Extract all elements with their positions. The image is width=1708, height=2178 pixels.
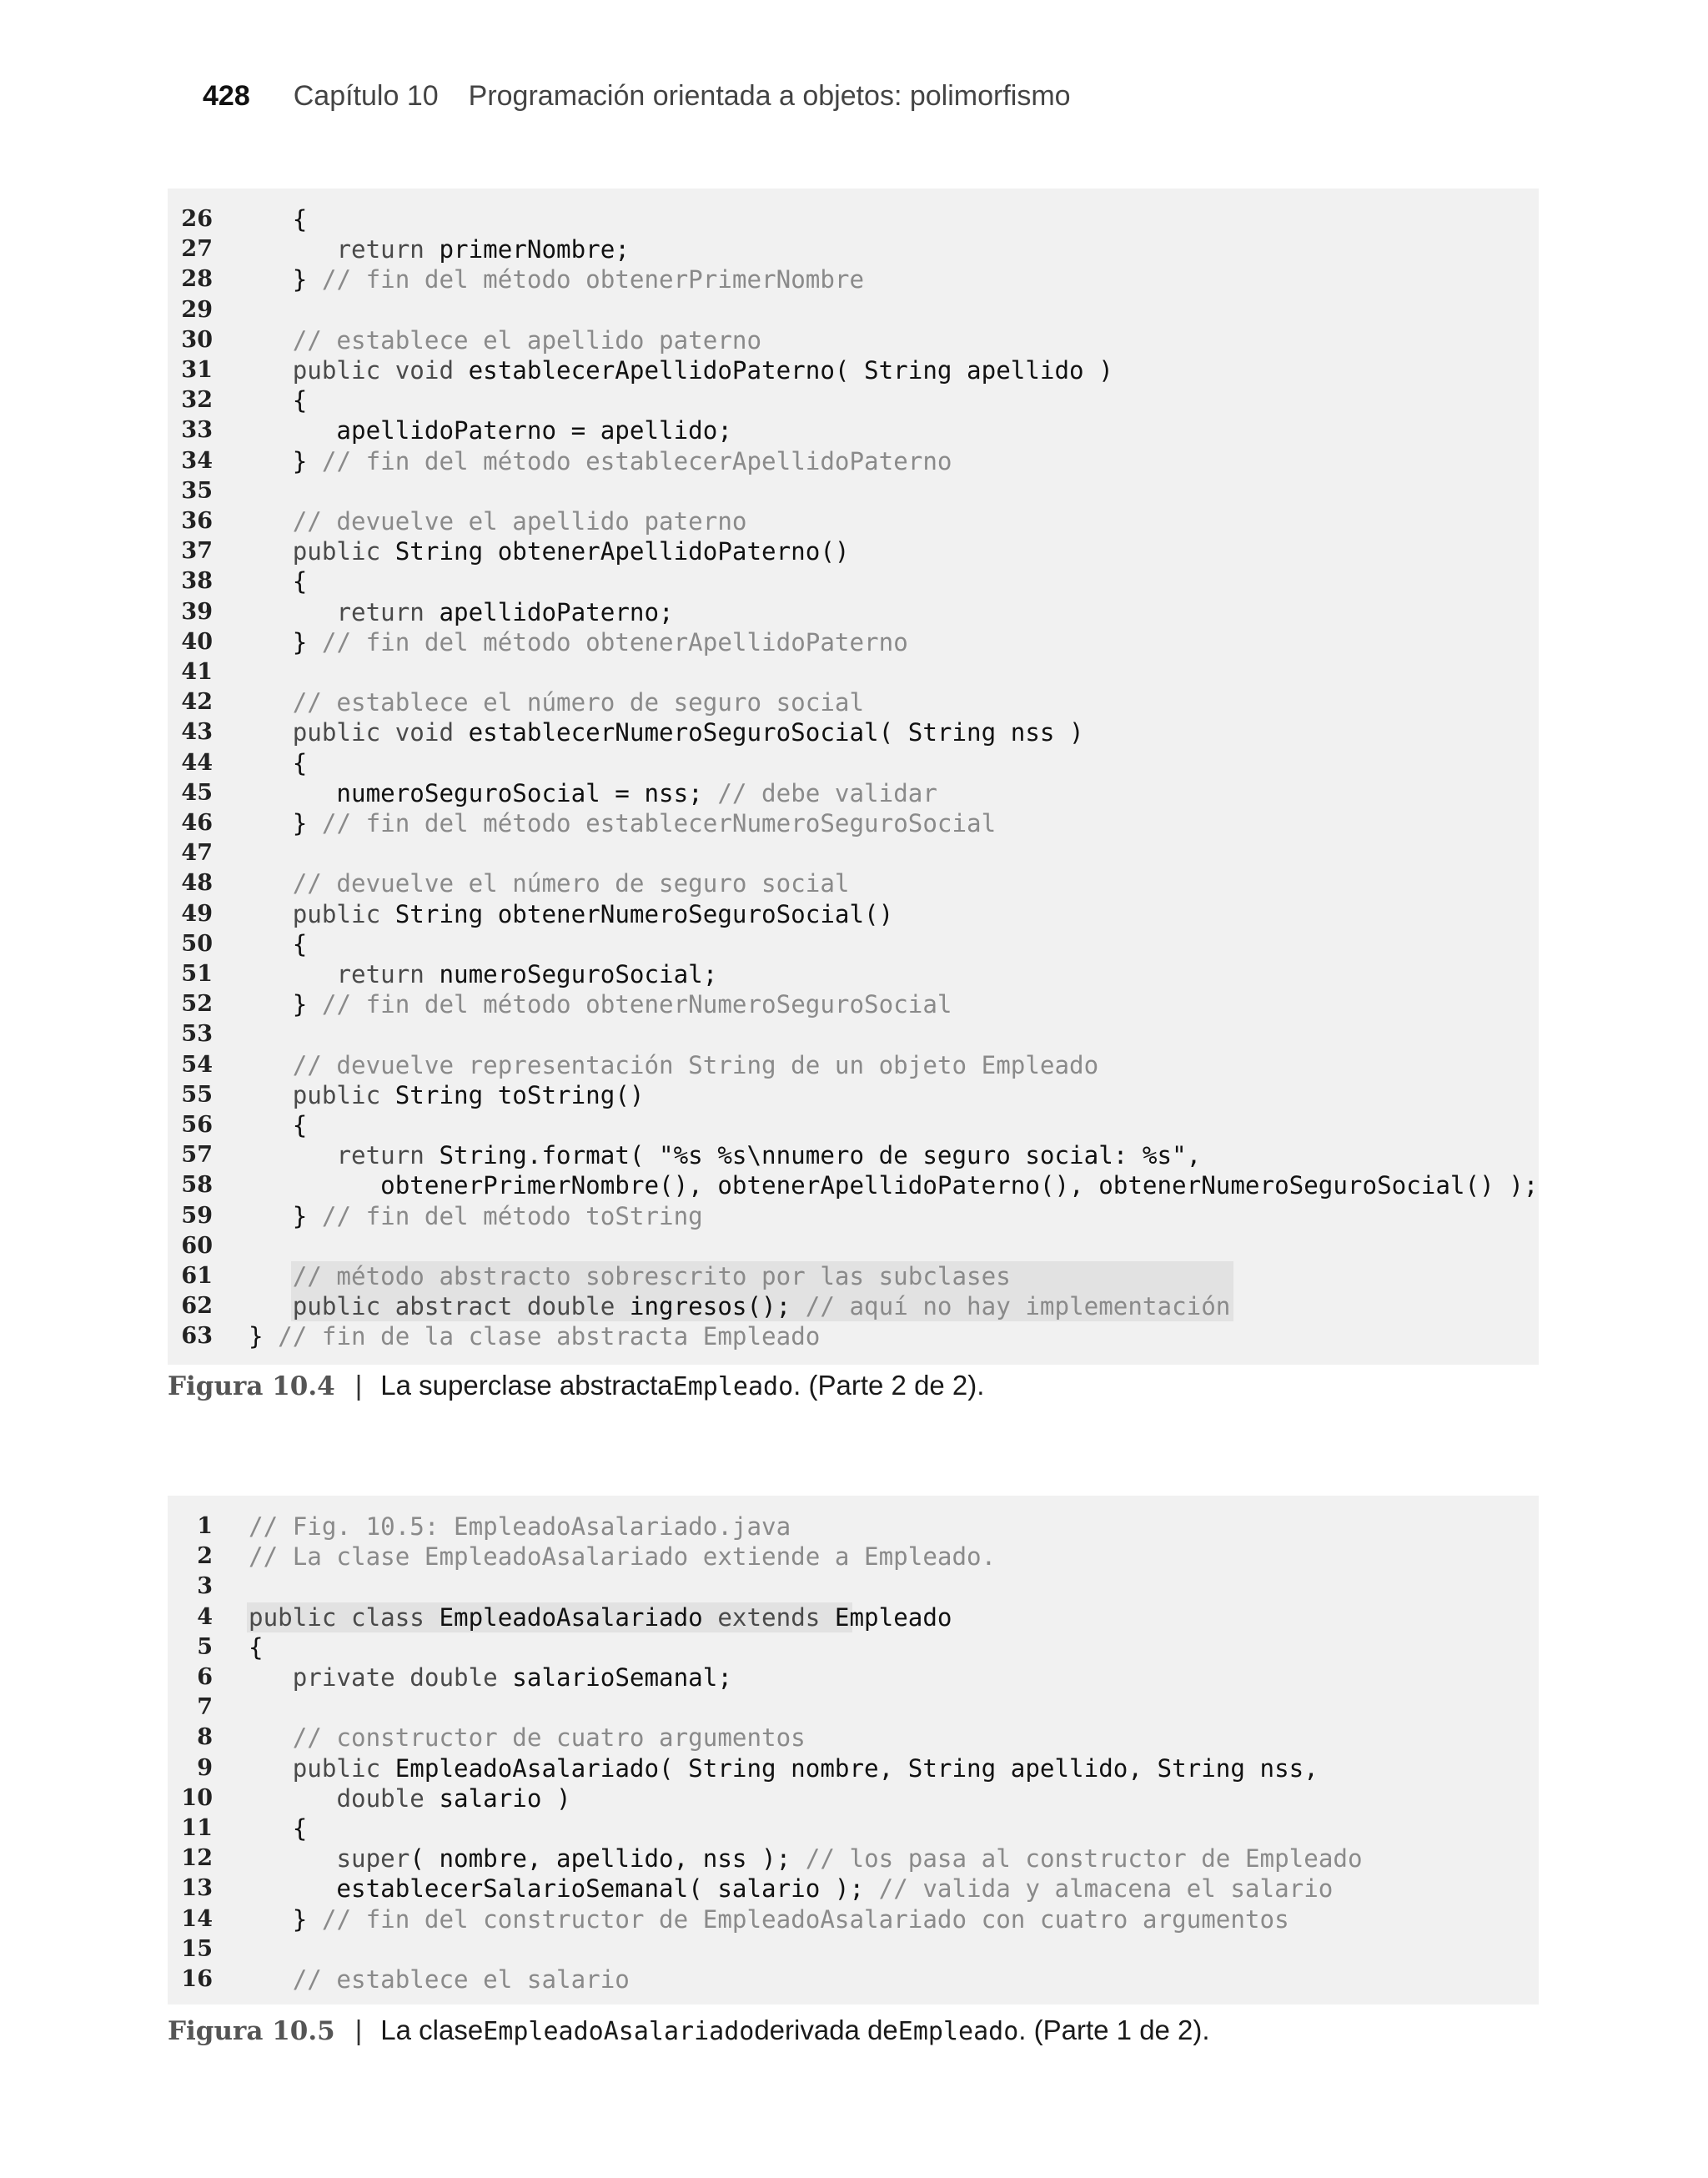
caption-text-end: . (Parte 2 de 2). xyxy=(793,1370,985,1401)
line-number: 28 xyxy=(181,266,213,293)
line-number: 37 xyxy=(181,538,213,565)
code-text xyxy=(249,204,307,234)
line-number: 11 xyxy=(181,1815,213,1841)
code-text xyxy=(249,1874,1333,1904)
code-text xyxy=(249,1904,1289,1934)
code-line xyxy=(168,1080,1539,1110)
line-number: 9 xyxy=(197,1754,213,1781)
code-text xyxy=(249,415,732,445)
code-line xyxy=(168,1632,1539,1662)
code-token: } xyxy=(249,446,322,475)
code-keyword: return xyxy=(336,1141,424,1170)
code-text xyxy=(249,597,674,627)
code-keyword: extends xyxy=(717,1602,821,1632)
code-line xyxy=(168,355,1539,385)
line-number: 50 xyxy=(181,930,213,957)
code-token: { xyxy=(249,1111,308,1139)
code-token: } xyxy=(249,627,322,656)
code-token xyxy=(249,960,336,988)
code-token: EmpleadoAsalariado xyxy=(424,1602,718,1632)
figure-caption-10-4 xyxy=(168,1370,984,1401)
line-number: 3 xyxy=(197,1573,213,1600)
code-token xyxy=(249,1292,293,1320)
code-text xyxy=(249,1110,307,1140)
code-text xyxy=(249,1050,1098,1080)
line-number: 43 xyxy=(181,719,213,746)
code-line xyxy=(168,1662,1539,1693)
code-text xyxy=(249,1140,1201,1170)
line-number: 8 xyxy=(197,1724,213,1751)
code-text xyxy=(249,536,849,566)
code-line xyxy=(168,1934,1539,1964)
code-line xyxy=(168,748,1539,778)
line-number: 48 xyxy=(181,870,213,897)
code-keyword: public xyxy=(292,1753,381,1783)
line-number: 54 xyxy=(181,1051,213,1078)
code-line xyxy=(168,959,1539,989)
code-comment: // los pasa al constructor de Empleado xyxy=(805,1844,1363,1874)
line-number: 7 xyxy=(197,1694,213,1721)
code-text xyxy=(249,1723,806,1753)
code-line xyxy=(168,687,1539,717)
code-text xyxy=(249,385,307,415)
line-number: 42 xyxy=(181,689,213,716)
code-line xyxy=(168,1844,1539,1874)
code-line xyxy=(168,1542,1539,1572)
code-line xyxy=(168,1019,1539,1049)
code-token xyxy=(249,1754,293,1783)
code-keyword: return xyxy=(336,597,424,626)
code-line xyxy=(168,899,1539,929)
code-token: { xyxy=(249,567,308,596)
code-keyword: public void xyxy=(292,356,455,385)
code-token: { xyxy=(249,386,308,415)
line-number: 29 xyxy=(181,296,213,323)
code-token: ( nombre, apellido, nss ); xyxy=(409,1844,806,1874)
code-text xyxy=(249,1602,952,1632)
code-token: establecerSalarioSemanal( salario ); xyxy=(249,1874,879,1904)
code-text xyxy=(249,989,952,1019)
line-number: 40 xyxy=(181,628,213,655)
code-line xyxy=(168,385,1539,415)
code-comment: // devuelve el número de seguro social xyxy=(292,869,850,898)
code-line xyxy=(168,1050,1539,1080)
code-comment: // fin del método obtenerApellidoPaterno xyxy=(321,627,908,656)
code-line xyxy=(168,1904,1539,1934)
code-line xyxy=(168,1261,1539,1291)
code-line xyxy=(168,1110,1539,1140)
line-number: 41 xyxy=(181,659,213,685)
code-keyword: public xyxy=(292,537,381,566)
code-line xyxy=(168,325,1539,355)
line-number: 1 xyxy=(197,1513,213,1539)
code-token xyxy=(249,1784,336,1813)
code-comment: // fin del constructor de EmpleadoAsalariado con cuatro argumentos xyxy=(321,1904,1289,1934)
code-line xyxy=(168,566,1539,596)
code-keyword: public xyxy=(292,899,381,928)
code-token: numeroSeguroSocial; xyxy=(424,960,718,988)
chapter-label: Capítulo 10 xyxy=(293,80,439,112)
code-line xyxy=(168,1602,1539,1632)
code-line xyxy=(168,1693,1539,1723)
code-comment: // Fig. 10.5: EmpleadoAsalariado.java xyxy=(249,1512,791,1541)
line-number: 62 xyxy=(181,1293,213,1320)
caption-separator: | xyxy=(354,1370,363,1401)
code-token xyxy=(249,1141,336,1169)
line-number: 45 xyxy=(181,779,213,806)
code-line xyxy=(168,1231,1539,1261)
code-token: apellidoPaterno = apellido; xyxy=(249,416,732,445)
code-comment: // establece el número de seguro social xyxy=(292,688,865,717)
line-number: 63 xyxy=(181,1323,213,1350)
line-number: 4 xyxy=(197,1603,213,1630)
code-text xyxy=(249,959,717,989)
code-token xyxy=(249,235,336,264)
line-number: 53 xyxy=(181,1021,213,1048)
line-number: 12 xyxy=(181,1845,213,1872)
code-token: { xyxy=(249,1814,308,1843)
code-text xyxy=(249,1291,1230,1321)
code-text xyxy=(249,868,849,898)
line-number: 26 xyxy=(181,206,213,232)
code-text xyxy=(249,566,307,596)
figure-label: Figura 10.4 xyxy=(168,1371,335,1401)
line-number: 47 xyxy=(181,840,213,867)
code-keyword: super xyxy=(336,1844,410,1874)
code-token xyxy=(249,869,293,898)
line-number: 2 xyxy=(197,1543,213,1570)
caption-text-middle: derivada de xyxy=(754,2015,898,2045)
code-text xyxy=(249,1170,1538,1200)
line-number: 52 xyxy=(181,991,213,1018)
code-line xyxy=(168,1783,1539,1813)
code-text xyxy=(249,1632,264,1662)
code-line xyxy=(168,838,1539,868)
code-line xyxy=(168,1170,1539,1200)
code-line xyxy=(168,1291,1539,1321)
code-token xyxy=(249,1844,336,1873)
code-token: { xyxy=(249,205,308,234)
code-comment: // debe validar xyxy=(717,778,937,807)
chapter-title: Programación orientada a objetos: polimorfismo xyxy=(468,80,1071,112)
code-line xyxy=(168,1964,1539,1994)
line-number: 10 xyxy=(181,1784,213,1811)
code-keyword: public class xyxy=(249,1602,424,1632)
code-comment: // constructor de cuatro argumentos xyxy=(292,1723,806,1753)
line-number: 61 xyxy=(181,1263,213,1289)
code-token xyxy=(249,1723,293,1752)
line-number: 27 xyxy=(181,236,213,263)
code-token: String toString() xyxy=(380,1080,645,1109)
code-line xyxy=(168,989,1539,1019)
code-token xyxy=(249,1262,293,1290)
line-number: 34 xyxy=(181,447,213,474)
running-head xyxy=(203,80,1071,120)
code-text xyxy=(249,1261,1011,1291)
caption-code: Empleado xyxy=(672,1372,794,1401)
code-text xyxy=(249,1753,1319,1783)
code-text xyxy=(249,1542,996,1572)
code-token: { xyxy=(249,748,308,777)
code-listing-fig-10-4 xyxy=(168,189,1539,1365)
code-line xyxy=(168,476,1539,506)
line-number: 35 xyxy=(181,477,213,504)
code-text xyxy=(249,1813,307,1844)
code-token xyxy=(249,1051,293,1079)
code-token xyxy=(249,507,293,536)
code-keyword: public abstract double xyxy=(292,1292,615,1321)
line-number: 56 xyxy=(181,1112,213,1138)
code-comment: // valida y almacena el salario xyxy=(878,1874,1334,1904)
code-text xyxy=(249,325,761,355)
code-line xyxy=(168,1201,1539,1231)
page-number: 428 xyxy=(203,80,250,112)
code-line xyxy=(168,627,1539,657)
line-number: 32 xyxy=(181,387,213,414)
code-line xyxy=(168,1723,1539,1753)
figure-label: Figura 10.5 xyxy=(168,2016,335,2046)
code-token xyxy=(249,537,293,566)
line-number: 51 xyxy=(181,961,213,987)
line-number: 44 xyxy=(181,749,213,776)
code-line xyxy=(168,1813,1539,1844)
code-comment: // método abstracto sobrescrito por las subclases xyxy=(292,1262,1011,1290)
code-token: obtenerPrimerNombre(), obtenerApellidoPaterno(), obtenerNumeroSeguroSocial() ); xyxy=(249,1171,1539,1200)
code-text xyxy=(249,234,630,264)
code-text xyxy=(249,1201,703,1231)
code-token: apellidoPaterno; xyxy=(424,597,674,626)
line-number: 36 xyxy=(181,508,213,534)
code-text xyxy=(249,446,952,476)
code-text xyxy=(249,1321,820,1351)
code-keyword: private double xyxy=(292,1663,498,1692)
code-keyword: return xyxy=(336,960,424,988)
caption-separator: | xyxy=(354,2015,363,2045)
code-line xyxy=(168,868,1539,898)
code-token xyxy=(249,1663,293,1692)
code-text xyxy=(249,1844,1363,1874)
code-line xyxy=(168,295,1539,325)
code-line xyxy=(168,536,1539,566)
code-token: { xyxy=(249,1632,264,1662)
line-number: 60 xyxy=(181,1232,213,1259)
line-number: 30 xyxy=(181,326,213,353)
code-token: String obtenerApellidoPaterno() xyxy=(380,537,850,566)
code-comment: // devuelve el apellido paterno xyxy=(292,507,747,536)
code-text xyxy=(249,808,996,838)
code-line xyxy=(168,1140,1539,1170)
code-text xyxy=(249,1783,571,1813)
line-number: 57 xyxy=(181,1142,213,1169)
code-line xyxy=(168,264,1539,294)
line-number: 38 xyxy=(181,568,213,595)
code-comment: // aquí no hay implementación xyxy=(805,1292,1231,1321)
code-token xyxy=(249,688,293,717)
code-token xyxy=(249,598,336,626)
code-text xyxy=(249,355,1113,385)
code-line xyxy=(168,1753,1539,1783)
code-line xyxy=(168,1321,1539,1351)
code-token xyxy=(249,356,293,385)
code-line xyxy=(168,1874,1539,1904)
code-line xyxy=(168,234,1539,264)
code-text xyxy=(249,506,746,536)
code-line xyxy=(168,415,1539,445)
line-number: 6 xyxy=(197,1664,213,1690)
code-token: salario ) xyxy=(424,1783,571,1813)
figure-caption-10-5 xyxy=(168,2015,1210,2046)
caption-text-end: . (Parte 1 de 2). xyxy=(1018,2015,1210,2045)
line-number: 55 xyxy=(181,1081,213,1108)
code-comment: // fin del método toString xyxy=(321,1201,703,1230)
code-token: } xyxy=(249,1322,279,1351)
code-text xyxy=(249,687,864,717)
code-token: ingresos(); xyxy=(615,1292,806,1321)
code-token: } xyxy=(249,1201,322,1230)
line-number: 59 xyxy=(181,1202,213,1229)
code-token: } xyxy=(249,265,322,294)
code-keyword: return xyxy=(336,235,424,264)
code-token: } xyxy=(249,1904,322,1934)
line-number: 49 xyxy=(181,900,213,927)
code-text xyxy=(249,1512,791,1542)
code-keyword: public xyxy=(292,1080,381,1109)
line-number: 15 xyxy=(181,1935,213,1962)
code-token: Empleado xyxy=(820,1602,952,1632)
line-number: 5 xyxy=(197,1633,213,1660)
code-comment: // fin del método establecerNumeroSeguroSocial xyxy=(321,809,997,837)
code-line xyxy=(168,204,1539,234)
code-text xyxy=(249,929,307,959)
code-line xyxy=(168,1512,1539,1542)
code-keyword: public void xyxy=(292,718,455,747)
code-line xyxy=(168,1572,1539,1602)
line-number: 16 xyxy=(181,1966,213,1992)
line-number: 13 xyxy=(181,1875,213,1902)
code-keyword: double xyxy=(336,1783,424,1813)
caption-text: La clase xyxy=(380,2015,484,2045)
code-token: } xyxy=(249,809,322,837)
caption-code-2: Empleado xyxy=(897,2017,1019,2046)
code-line xyxy=(168,717,1539,747)
code-comment: // fin de la clase abstracta Empleado xyxy=(278,1322,821,1351)
code-line xyxy=(168,778,1539,808)
code-token: establecerNumeroSeguroSocial( String nss ) xyxy=(454,718,1084,747)
code-text xyxy=(249,899,893,929)
code-token xyxy=(249,900,293,928)
code-line xyxy=(168,929,1539,959)
code-comment: // establece el salario xyxy=(292,1965,630,1994)
code-listing-fig-10-5 xyxy=(168,1496,1539,2004)
code-comment: // establece el apellido paterno xyxy=(292,325,762,355)
code-text xyxy=(249,1080,644,1110)
code-token: salarioSemanal; xyxy=(497,1663,732,1692)
code-token: numeroSeguroSocial = nss; xyxy=(249,778,718,807)
line-number: 58 xyxy=(181,1172,213,1199)
code-text xyxy=(249,264,864,294)
code-token xyxy=(249,718,293,747)
line-number: 31 xyxy=(181,357,213,383)
caption-code: EmpleadoAsalariado xyxy=(483,2017,755,2046)
code-text xyxy=(249,717,1084,747)
line-number: 14 xyxy=(181,1905,213,1932)
code-comment: // fin del método establecerApellidoPaterno xyxy=(321,446,952,475)
code-text xyxy=(249,627,908,657)
code-token xyxy=(249,1965,293,1994)
code-token: primerNombre; xyxy=(424,235,630,264)
code-token: establecerApellidoPaterno( String apellido ) xyxy=(454,356,1113,385)
code-text xyxy=(249,1964,630,1994)
code-text xyxy=(249,748,307,778)
code-comment: // La clase EmpleadoAsalariado extiende a Empleado. xyxy=(249,1542,997,1572)
code-text xyxy=(249,778,937,808)
code-line xyxy=(168,506,1539,536)
code-comment: // fin del método obtenerNumeroSeguroSocial xyxy=(321,990,952,1019)
code-token: } xyxy=(249,990,322,1019)
line-number: 39 xyxy=(181,598,213,625)
code-token: String.format( "%s %s\nnumero de seguro social: %s", xyxy=(424,1141,1202,1170)
code-token: String obtenerNumeroSeguroSocial() xyxy=(380,899,894,928)
code-line xyxy=(168,657,1539,687)
caption-text: La superclase abstracta xyxy=(380,1370,673,1401)
code-text xyxy=(249,1662,732,1693)
code-token: EmpleadoAsalariado( String nombre, String apellido, String nss, xyxy=(380,1753,1319,1783)
line-number: 33 xyxy=(181,417,213,444)
code-token xyxy=(249,326,293,355)
code-comment: // devuelve representación String de un objeto Empleado xyxy=(292,1050,1099,1079)
code-line xyxy=(168,446,1539,476)
code-token: { xyxy=(249,929,308,958)
code-line xyxy=(168,597,1539,627)
code-comment: // fin del método obtenerPrimerNombre xyxy=(321,265,865,294)
line-number: 46 xyxy=(181,810,213,836)
code-token xyxy=(249,1081,293,1109)
code-line xyxy=(168,808,1539,838)
